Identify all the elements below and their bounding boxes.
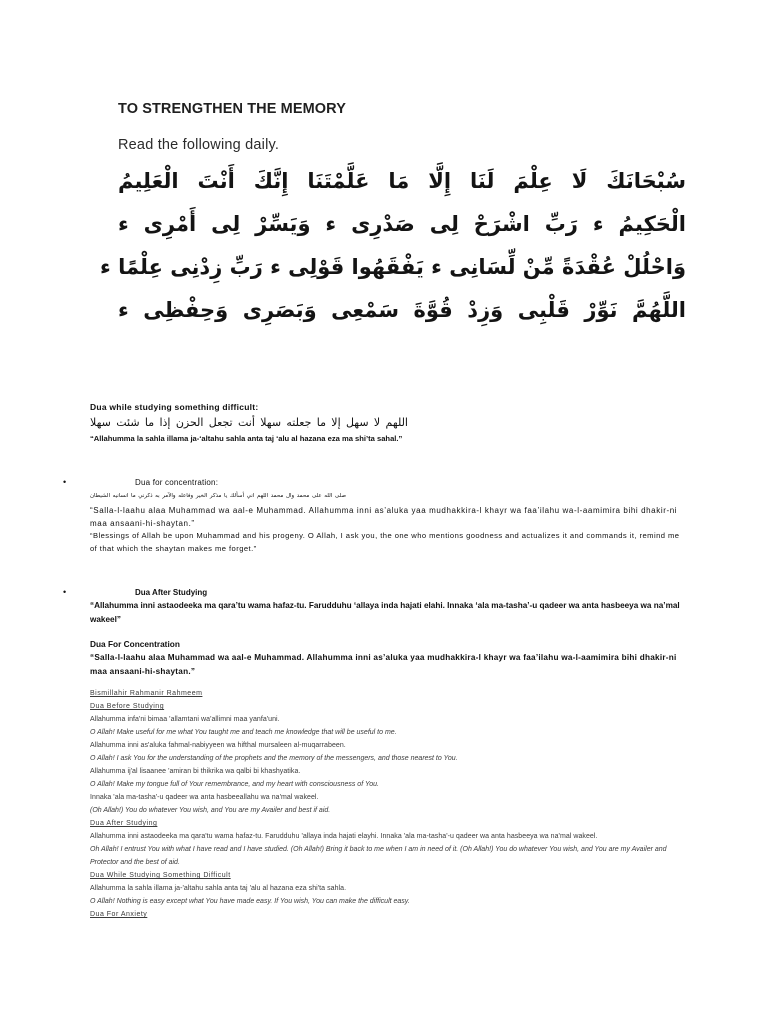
difficult-dua-heading: Dua while studying something difficult: bbox=[90, 402, 259, 412]
translation-line: Oh Allah! I entrust You with what I have read and I have studied. (Oh Allah!) Bring it back to me when I am in need of it. (Oh Allah!) You do whatever You wish, and You are my Availer and Protector and the best of aid. bbox=[90, 846, 667, 866]
instruction-text: Read the following daily. bbox=[118, 137, 280, 153]
transliteration-line: Allahumma infa'ni bimaa 'allamtani wa'allimni maa yanfa'uni. bbox=[90, 716, 280, 723]
after-studying-dua-heading: Dua After Studying bbox=[135, 588, 208, 597]
concentration-dua-arabic: صلى الله على محمد وال محمد اللهم اني أسألك يا مذكر الخير وفاعله والآمر به ذكرني ما انسانيه الشيطان bbox=[90, 493, 346, 499]
arabic-line: سُبْحَانَكَ لَا عِلْمَ لَنَا إِلَّا مَا عَلَّمْتَنَا إِنَّكَ أَنْتَ الْعَلِيمُ bbox=[118, 169, 686, 193]
concentration-dua-transliteration: “Salla-l-laahu alaa Muhammad wa aal-e Muhammad. Allahumma inni as’aluka yaa mudhakkira-l khayr wa faa’ilahu wa-l-aamimira bihi dhakir-ni maa ansaani-hi-shaytan.” bbox=[90, 506, 678, 528]
translation-line: O Allah! Make my tongue full of Your remembrance, and my heart with consciousness of You. bbox=[90, 781, 379, 788]
bullet-icon: • bbox=[63, 587, 67, 597]
concentration-dua-heading-2: Dua For Concentration bbox=[90, 639, 180, 649]
translation-line: (Oh Allah!) You do whatever You wish, and You are my Availer and best if aid. bbox=[90, 807, 331, 814]
bullet-icon: • bbox=[63, 477, 67, 487]
translation-line: O Allah! I ask You for the understanding of the prophets and the memory of the messengers, and those nearest to You. bbox=[90, 755, 458, 762]
bismillah-heading: Bismillahir Rahmanir Rahmeem bbox=[90, 690, 203, 697]
concentration-dua-translation: “Blessings of Allah be upon Muhammad and his progeny. O Allah, I ask you, the one who mentions goodness and actualizes it and commands it, remind me of that which the shaytan makes me forget.” bbox=[90, 531, 680, 553]
after-studying-dua-transliteration: “Allahumma inni astaodeeka ma qara’tu wama hafaz-tu. Farudduhu ‘allaya inda hajati elahi. Innaka ‘ala ma-tasha’-u qadeer wa anta hasbeeya wa na’mal wakeel” bbox=[90, 601, 680, 624]
transliteration-line: Allahumma ij'al lisaanee 'amiran bi thikrika wa qalbi bi khashyatika. bbox=[90, 768, 301, 775]
translation-line: O Allah! Nothing is easy except what You have made easy. If You wish, You can make the difficult easy. bbox=[90, 898, 410, 905]
dua-difficult-heading: Dua While Studying Something Difficult bbox=[90, 872, 231, 879]
page-title: TO STRENGTHEN THE MEMORY bbox=[118, 101, 346, 117]
transliteration-line: Allahumma inni as'aluka fahmal-nabiyyeen wa hifthal mursaleen al-muqarrabeen. bbox=[90, 742, 346, 749]
memory-dua-arabic bbox=[100, 160, 686, 332]
arabic-line: اللَّهُمَّ نَوِّرْ قَلْبِى وَزِدْ قُوَّةَ سَمْعِى وَبَصَرِى وَحِفْظِى ء bbox=[118, 298, 686, 322]
difficult-dua-arabic: اللهم لا سهل إلا ما جعلته سهلا أنت تجعل الحزن إذا ما شئت سهلا bbox=[90, 416, 408, 429]
arabic-line: وَاحْلُلْ عُقْدَةً مِّنْ لِّسَانِى ء يَفْقَهُوا قَوْلِى ء رَبِّ زِدْنِى عِلْمًا ء bbox=[100, 255, 686, 279]
difficult-dua-transliteration: “Allahumma la sahla illama ja-‘altahu sahla anta taj ‘alu al hazana eza ma shi’ta sahal.” bbox=[90, 434, 403, 443]
transliteration-line: Innaka 'ala ma-tasha'-u qadeer wa anta hasbeeallahu wa na'mal wakeel. bbox=[90, 794, 319, 801]
dua-before-studying-heading: Dua Before Studying bbox=[90, 703, 165, 710]
transliteration-line: Allahumma la sahla illama ja-'altahu sahla anta taj 'alu al hazana eza shi'ta sahla. bbox=[90, 885, 347, 892]
transliteration-line: Allahumma inni astaodeeka ma qara'tu wama hafaz-tu. Farudduhu 'allaya inda hajati elayhi. Innaka 'ala ma-tasha'-u qadeer wa anta hasbeeya wa na'mal wakeel. bbox=[90, 833, 598, 840]
arabic-line: الْحَكِيمُ ء رَبِّ اشْرَحْ لِى صَدْرِى ء وَيَسِّرْ لِى أَمْرِى ء bbox=[118, 212, 686, 236]
translation-line: O Allah! Make useful for me what You taught me and teach me knowledge that will be useful to me. bbox=[90, 729, 397, 736]
concentration-dua-heading: Dua for concentration: bbox=[135, 478, 219, 487]
notes-section bbox=[90, 687, 680, 921]
dua-after-studying-heading: Dua After Studying bbox=[90, 820, 158, 827]
concentration-dua-transliteration-2: “Salla-l-laahu alaa Muhammad wa aal-e Muhammad. Allahumma inni as’aluka yaa mudhakkira-l khayr wa faa’ilahu wa-l-aamimira bihi dhakir-ni maa ansaani-hi-shaytan.” bbox=[90, 653, 677, 676]
dua-anxiety-heading: Dua For Anxiety bbox=[90, 911, 148, 918]
